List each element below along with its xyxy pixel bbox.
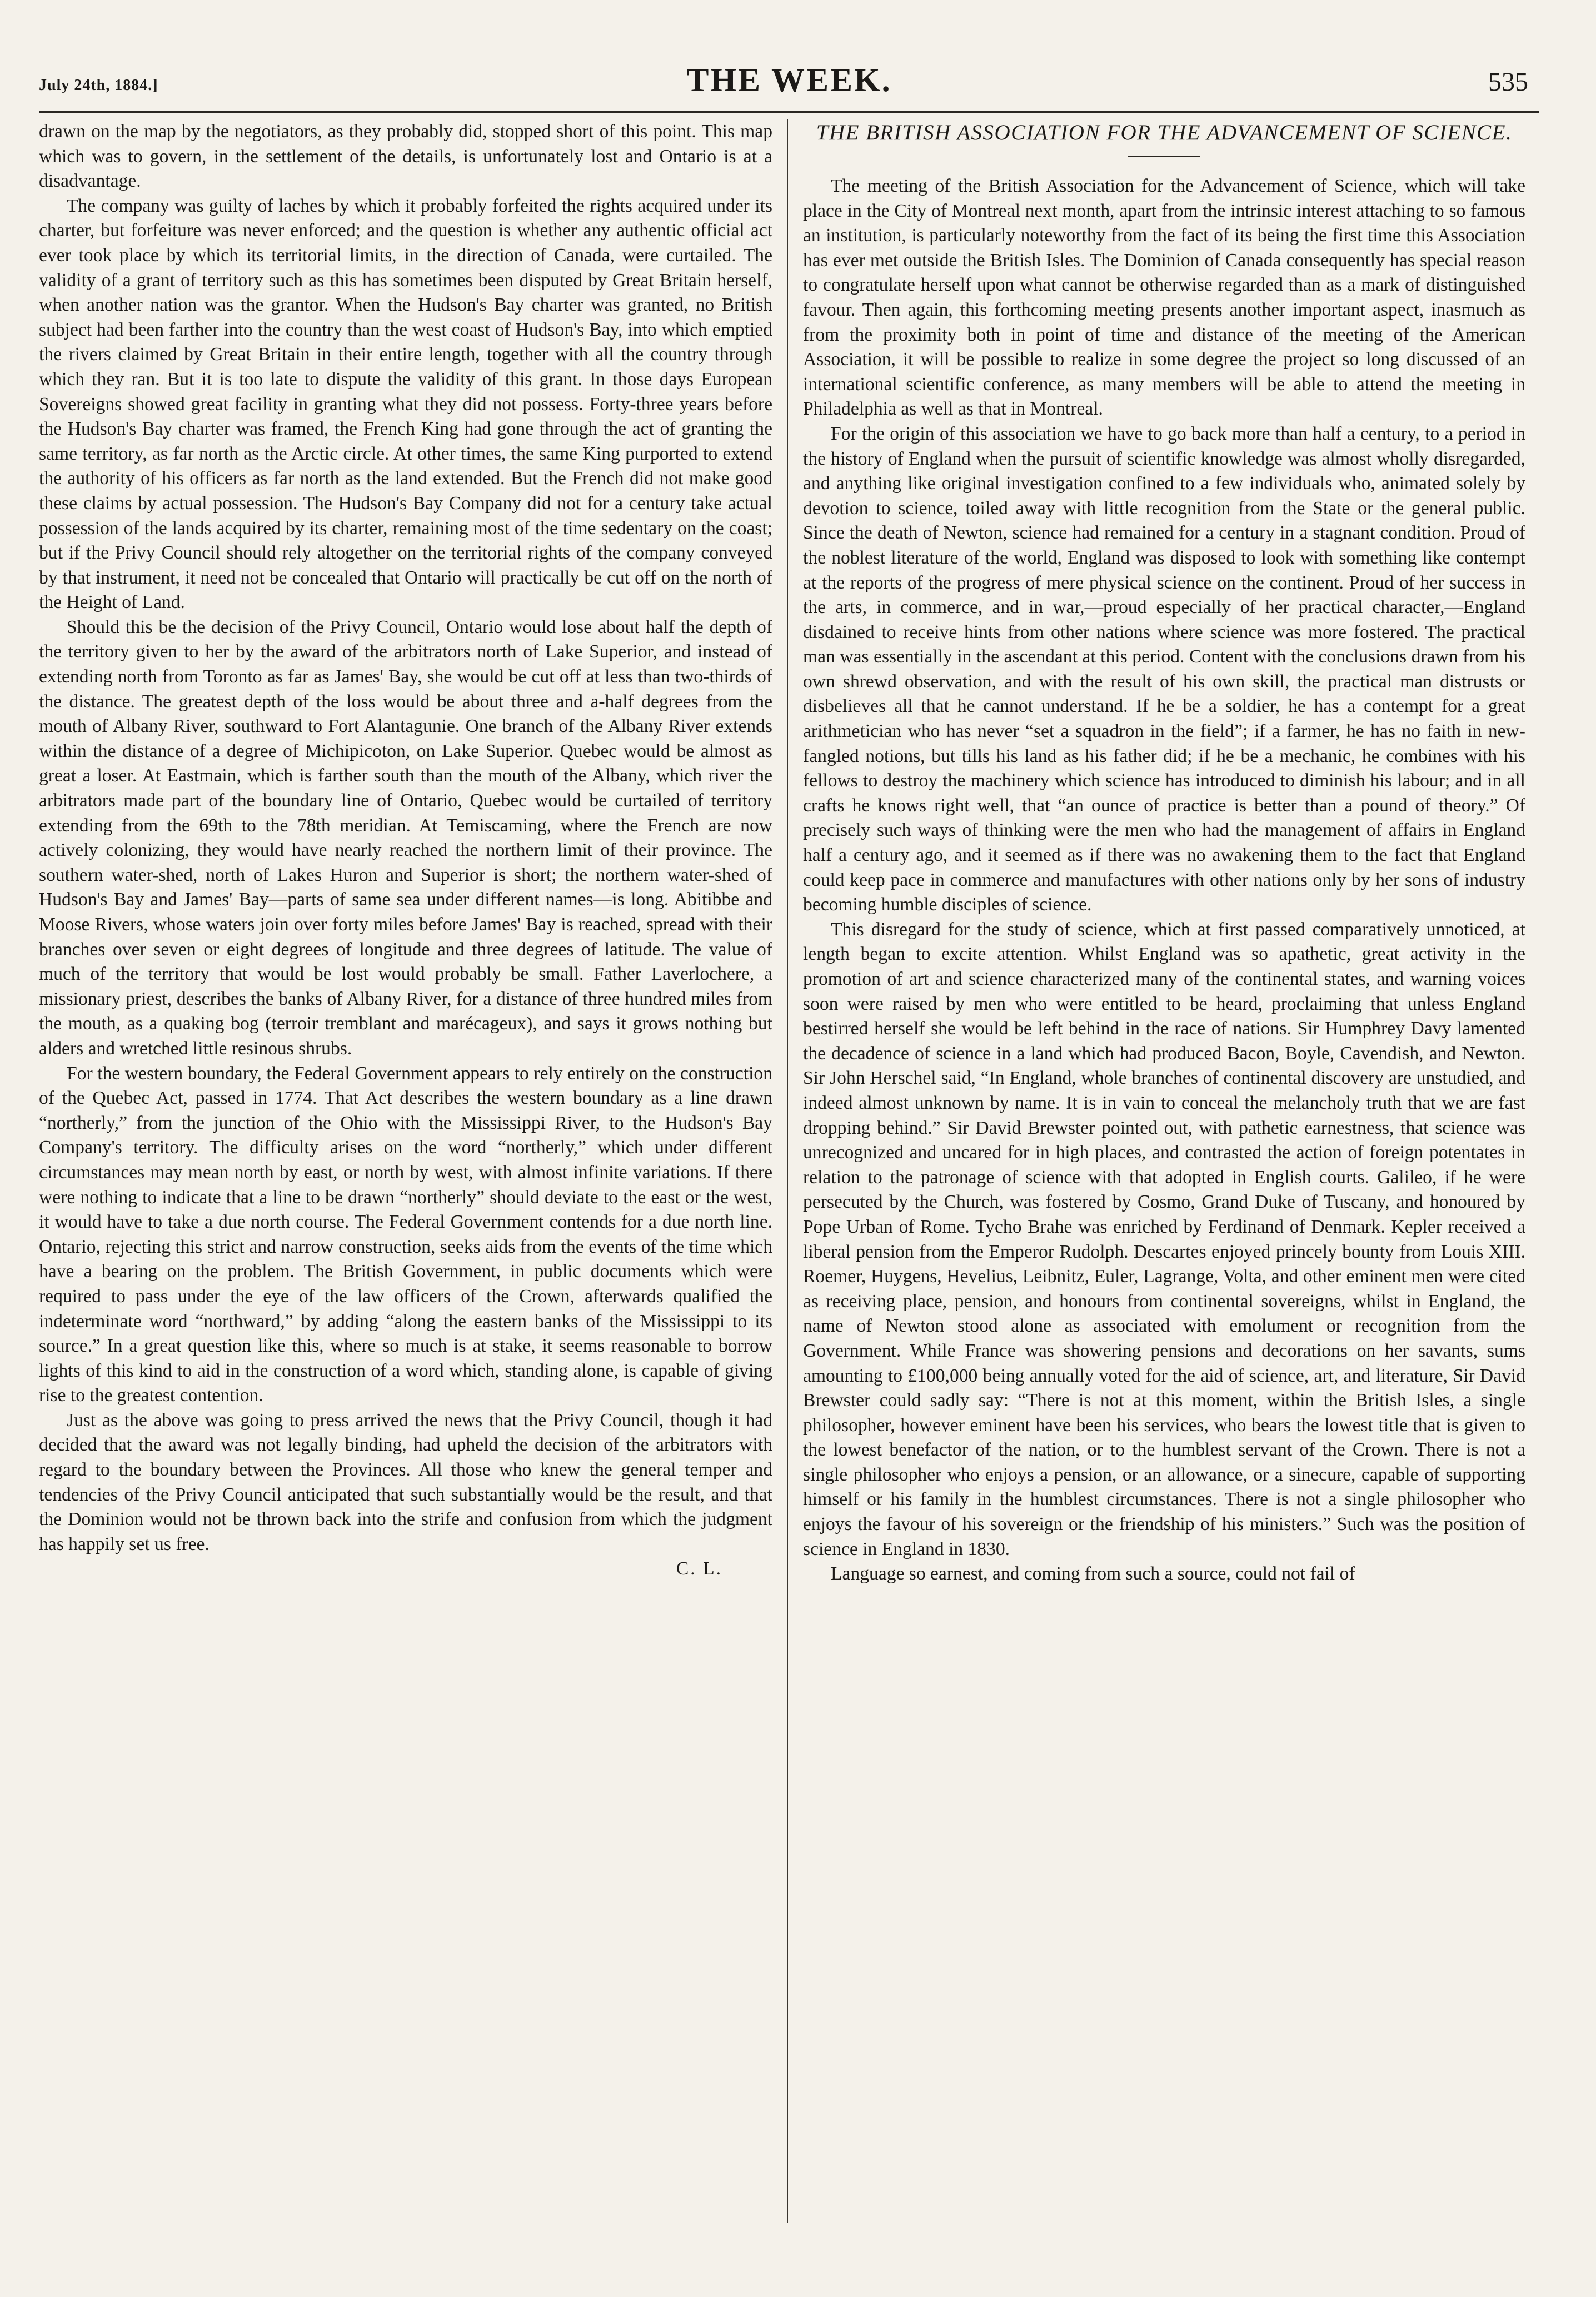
masthead-title: THE WEEK. xyxy=(686,62,892,98)
column-divider xyxy=(787,119,788,2223)
left-column xyxy=(39,119,772,2268)
left-paragraph-1: drawn on the map by the negotiators, as they probably did, stopped short of this point. This map which was to govern, in the settlement of the details, is unfortunately lost and Ontario is at a disadvantage. xyxy=(39,121,772,192)
right-paragraph-1: The meeting of the British Association for the Advancement of Science, which will take place in the City of Montreal next month, apart from the intrinsic interest attaching to so famous an institution, is particularly noteworthy from the fact of its being the first time this Association has ever met outside the British Isles. The Dominion of Canada consequently has special reason to congratulate herself upon what cannot be otherwise regarded than as a mark of distinguished favour. Then again, this forthcoming meeting presents another important aspect, inasmuch as from the proximity both in point of time and distance of the meeting of the American Association, it will be possible to realize in some degree the project so long discussed of an international scientific conference, as many members will be able to attend the meeting in Philadelphia as well as that in Montreal. xyxy=(803,176,1525,420)
right-paragraph-3: This disregard for the study of science, which at first passed comparatively unnoticed, at length began to excite attention. Whilst England was so apathetic, great activity in the promotion of art and science characterized many of the continental states, and warning voices soon were raised by men who were entitled to be heard, proclaiming that unless England bestirred herself she would be left behind in the race of nations. Sir Humphrey Davy lamented the decadence of science in a land which had produced Bacon, Boyle, Cavendish, and Newton. Sir John Herschel said, “In England, whole branches of continental discovery are unstudied, and indeed almost unknown by name. It is in vain to conceal the melancholy truth that we are fast dropping behind.” Sir David Brewster pointed out, with pathetic earnestness, that science was unrecognized and uncared for in high places, and contrasted the action of foreign potentates in relation to the patronage of science with that adopted in English courts. Galileo, if he were persecuted by the Church, was fostered by Cosmo, Grand Duke of Tuscany, and honoured by Pope Urban of Rome. Tycho Brahe was enriched by Ferdinand of Denmark. Kepler received a liberal pension from the Emperor Rudolph. Descartes enjoyed princely bounty from Louis XIII. Roemer, Huygens, Hevelius, Leibnitz, Euler, Lagrange, Volta, and other eminent men were cited as receiving place, pension, and honours from continental sovereigns, whilst in England, the name of Newton stood alone as associated with emolument or recognition from the Government. While France was showering pensions and decorations on her savants, sums amounting to £100,000 being annually voted for the aid of science, art, and literature, Sir David Brewster could sadly say: “There is not at this moment, within the British Isles, a single philosopher, however eminent have been his services, who bears the lowest title that is given to the lowest benefactor of the nation, or to the humblest servant of the Crown. There is not a single philosopher who enjoys a pension, or an allowance, or a sinecure, capable of supporting himself or his family in the humblest circumstances. There is not a single philosopher who enjoys the favour of his sovereign or the friendship of his ministers.” Such was the position of science in England in 1830. xyxy=(803,919,1525,1559)
title-rule xyxy=(1128,156,1200,157)
page-header xyxy=(39,50,1539,113)
right-paragraph-4: Language so earnest, and coming from such a source, could not fail of xyxy=(831,1563,1355,1585)
left-paragraph-3: Should this be the decision of the Privy Council, Ontario would lose about half the depth of the territory given to her by the award of the arbitrators north of Lake Superior, and instead of extending north from Toronto as far as James' Bay, she would be cut off at less than two-thirds of the distance. The greatest depth of the loss would be about three and a-half degrees from the mouth of Albany River, southward to Fort Alantagunie. One branch of the Albany River extends within the distance of a degree of Michipicoton, on Lake Superior. Quebec would be almost as great a loser. At Eastmain, which is farther south than the mouth of the Albany, which river the arbitrators made part of the boundary line of Ontario, Quebec would be curtailed of territory extending from the 69th to the 78th meridian. At Temiscaming, where the French are now actively colonizing, they would have nearly reached the northern limit of their province. The southern water-shed, north of Lakes Huron and Superior is short; the northern water-shed of Hudson's Bay and James' Bay—parts of same sea under different names—is long. Abitibbe and Moose Rivers, whose waters join over forty miles before James' Bay is reached, spread with their branches over seven or eight degrees of longitude and three degrees of latitude. The value of much of the territory that would be lost would probably be small. Father Laverlochere, a missionary priest, describes the banks of Albany River, for a distance of three hundred miles from the mouth, as a quaking bog (terroir tremblant and marécageux), and says it grows nothing but alders and wretched little resinous shrubs. xyxy=(39,616,772,1059)
author-signature: C. L. xyxy=(676,1558,722,1580)
page-number: 535 xyxy=(1488,67,1528,97)
article-columns xyxy=(39,119,1539,2268)
article-title: THE BRITISH ASSOCIATION FOR THE ADVANCEMENT OF SCIENCE. xyxy=(816,121,1513,145)
right-column xyxy=(803,119,1525,2268)
issue-date: July 24th, 1884.] xyxy=(39,77,158,94)
left-paragraph-5: Just as the above was going to press arrived the news that the Privy Council, though it had decided that the award was not legally binding, had upheld the decision of the arbitrators with regard to the boundary between the Provinces. All those who knew the general temper and tendencies of the Privy Council anticipated that such substantially would be the result, and that the Dominion would not be thrown back into the strife and confusion from which the judgment has happily set us free. xyxy=(39,1409,772,1554)
newspaper-page xyxy=(39,50,1539,2268)
left-paragraph-4: For the western boundary, the Federal Government appears to rely entirely on the construction of the Quebec Act, passed in 1774. That Act describes the western boundary as a line drawn “northerly,” from the junction of the Ohio with the Mississippi River, to the Hudson's Bay Company's territory. The difficulty arises on the word “northerly,” which under different circumstances may mean north by east, or north by west, with almost infinite variations. If there were nothing to indicate that a line to be drawn “northerly” should deviate to the east or the west, it would have to take a due north course. The Federal Government contends for a due north line. Ontario, rejecting this strict and narrow construction, seeks aids from the events of the time which have a bearing on the problem. The British Government, in public documents which were required to pass under the eye of the law officers of the Crown, afterwards qualified the indeterminate word “northward,” by adding “along the eastern banks of the Mississippi to its source.” In a great question like this, where so much is at stake, it seems reasonable to borrow lights of this kind to aid in the construction of a word which, standing alone, is capable of giving rise to the greatest contention. xyxy=(39,1063,772,1406)
left-paragraph-2: The company was guilty of laches by which it probably forfeited the rights acquired under its charter, but forfeiture was never enforced; and the question is whether any authentic official act ever took place by which its territorial limits, in the direction of Canada, were curtailed. The validity of a grant of territory such as this has sometimes been disputed by Great Britain herself, when another nation was the grantor. When the Hudson's Bay charter was granted, no British subject had been farther into the country than the west coast of Hudson's Bay, into which emptied the rivers claimed by Great Britain in their entire length, together with all the country through which they ran. But it is too late to dispute the validity of this grant. In those days European Sovereigns showed great facility in granting what they did not possess. Forty-three years before the Hudson's Bay charter was framed, the French King had gone through the act of granting the same territory, as far north as the Arctic circle. At other times, the same King purported to extend the authority of his officers as far north as the land extended. But the French did not make good these claims by actual possession. The Hudson's Bay Company did not for a century take actual possession of the lands acquired by its charter, remaining most of the time sedentary on the coast; but if the Privy Council should rely altogether on the territorial rights of the company conveyed by that instrument, it need not be concealed that Ontario will practically be cut off on the north of the Height of Land. xyxy=(39,195,772,613)
right-paragraph-2: For the origin of this association we have to go back more than half a century, to a period in the history of England when the pursuit of scientific knowledge was almost wholly disregarded, and anything like original investigation confined to a few individuals who, animated solely by devotion to science, toiled away with little recognition from the State or the general public. Since the death of Newton, science had remained for a century in a stagnant condition. Proud of the noblest literature of the world, England was disposed to look with something like contempt at the reports of the progress of mere physical science on the continent. Proud of her success in the arts, in commerce, and in war,—proud especially of her practical character,—England disdained to receive hints from other nations where science was more fostered. The practical man was essentially in the ascendant at this period. Content with the conclusions drawn from his own shrewd observation, and with the result of his own skill, the practical man distrusts or disbelieves all that he cannot understand. If he be a soldier, he has a contempt for a great arithmetician who has never “set a squadron in the field”; if a farmer, he has no faith in new-fangled notions, but tills his land as his father did; if he be a mechanic, he combines with his fellows to destroy the machinery which science has introduced to diminish his labour; and in all crafts he knows right well, that “an ounce of practice is better than a pound of theory.” Of precisely such ways of thinking were the men who had the management of affairs in England half a century ago, and it seemed as if there was no awakening them to the fact that England could keep pace in commerce and manufactures with other nations only by her sons of industry becoming humble disciples of science. xyxy=(803,423,1525,915)
